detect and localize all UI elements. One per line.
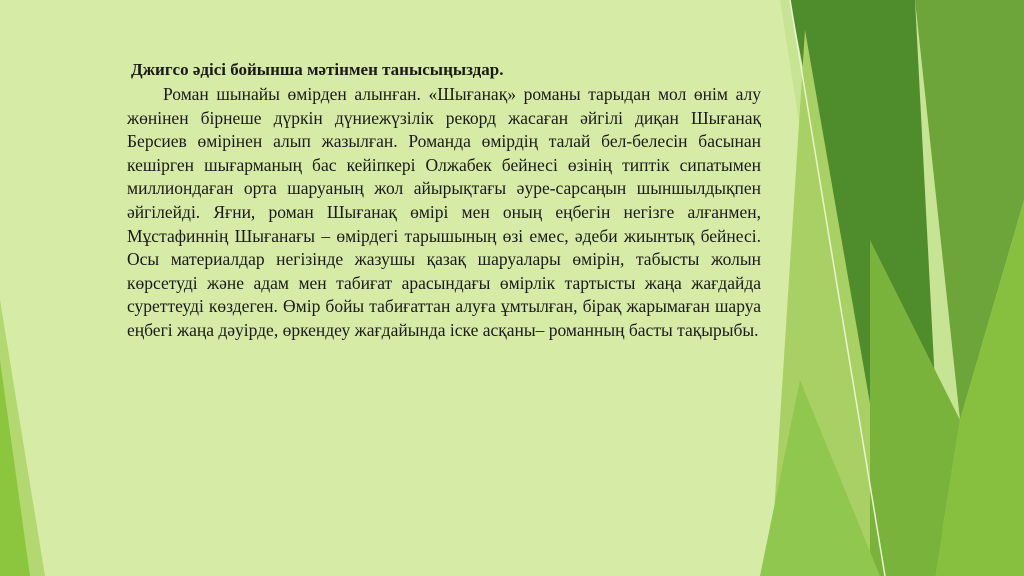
slide-paragraph: Роман шынайы өмірден алынған. «Шығанақ» романы тарыдан мол өнім алу жөнінен бірнеше дүркін дүниежүзілік рекорд жасаған әйгілі диқан Шығанақ Берсиев өмірінен алып жазылған. Романда өмірдің талай бел-белесін басынан кешірген шығарманың бас кейіпкері Олжабек бейнесі өзінің типтік сипатымен миллиондаған орта шаруаның жол айырықтағы әуре-сарсаңын шыншылдықпен әйгілейді. Яғни, роман Шығанақ өмірі мен оның еңбегін негізге алғанмен, Мұстафиннің Шығанағы – өмірдегі тарышының өзі емес, әдеби жиынтық бейнесі. Осы материалдар негізінде жазушы қазақ шаруалары өмірін, табысты жолын көрсетуді және адам мен табиғат арасындағы өмірлік тартысты жаңа жағдайда суреттеуді көздеген. Өмір бойы табиғаттан алуға ұмтылған, бірақ жарымаған шаруа еңбегі жаңа дәуірде, өркендеу жағдайында іске асқаны– романның басты тақырыбы. bbox=[127, 84, 761, 340]
text-block bbox=[127, 58, 761, 343]
slide-heading: Джигсо әдісі бойынша мәтінмен танысыңыздар. bbox=[131, 60, 504, 79]
